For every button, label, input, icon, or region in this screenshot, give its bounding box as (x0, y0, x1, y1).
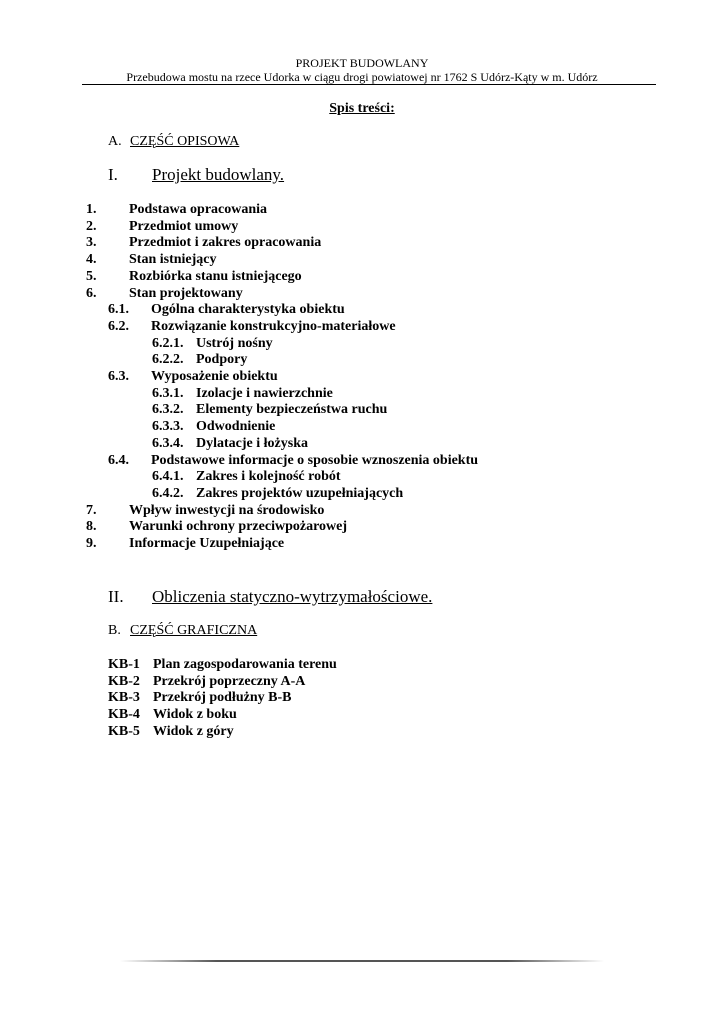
part-2-numeral: II. (108, 587, 124, 606)
toc-item-label: Ogólna charakterystyka obiektu (151, 302, 345, 318)
toc-item-num: 9. (86, 536, 97, 551)
toc-item-label: Informacje Uzupełniające (129, 536, 285, 551)
header-project-type: PROJEKT BUDOWLANY (295, 56, 429, 70)
footer-divider (120, 960, 604, 962)
drawing-label: Przekrój poprzeczny A-A (153, 673, 306, 689)
toc-item-label: Ustrój nośny (196, 335, 273, 351)
toc-item-num: 6.2.1. (152, 335, 184, 351)
toc-item-num: 6.3.3. (152, 419, 184, 435)
part-1-numeral: I. (108, 165, 118, 184)
drawing-code: KB-3 (108, 690, 140, 706)
toc-item-num: 6.3.4. (152, 435, 184, 451)
toc-item-label: Rozwiązanie konstrukcyjno-materiałowe (151, 318, 396, 334)
toc-item-label: Stan projektowany (129, 285, 243, 301)
section-a-label: CZĘŚĆ OPISOWA (130, 134, 240, 149)
header-rule (82, 84, 656, 85)
drawing-label: Widok z boku (153, 707, 237, 723)
toc-item-num: 6. (86, 285, 97, 301)
toc-item-num: 6.1. (108, 302, 129, 318)
toc-item-num: 6.3.1. (152, 385, 184, 401)
toc-item-num: 6.3.2. (152, 402, 184, 418)
toc-item-label: Stan istniejący (129, 252, 217, 268)
toc-item-label: Zakres i kolejność robót (196, 469, 341, 485)
toc-item-num: 5. (86, 268, 97, 284)
toc-item-num: 2. (86, 218, 97, 234)
toc-item-label: Wyposażenie obiektu (151, 369, 278, 384)
toc-item-num: 6.2.2. (152, 352, 184, 368)
part-2-label: Obliczenia statyczno-wytrzymałościowe. (152, 587, 433, 606)
toc-item-num: 3. (86, 235, 97, 251)
toc-item-label: Elementy bezpieczeństwa ruchu (196, 402, 388, 418)
drawing-label: Plan zagospodarowania terenu (153, 657, 337, 672)
toc-item-label: Przedmiot i zakres opracowania (129, 235, 322, 251)
toc-item-num: 6.4.2. (152, 485, 184, 501)
toc-item-label: Podstawowe informacje o sposobie wznoszenia obiektu (151, 452, 479, 468)
drawing-code: KB-4 (108, 707, 140, 723)
section-b-label: CZĘŚĆ GRAFICZNA (130, 623, 258, 638)
toc-item-num: 6.3. (108, 369, 129, 384)
toc-item-num: 6.4. (108, 452, 129, 468)
drawing-code: KB-2 (108, 673, 140, 689)
drawing-code: KB-1 (108, 657, 140, 672)
drawing-label: Przekrój podłużny B-B (153, 690, 292, 706)
toc-item-label: Zakres projektów uzupełniających (196, 485, 404, 501)
toc-item-label: Warunki ochrony przeciwpożarowej (129, 519, 348, 535)
header-project-title: Przebudowa mostu na rzece Udorka w ciągu drogi powiatowej nr 1762 S Udórz-Kąty w m. Udórz (126, 70, 598, 84)
toc-item-num: 8. (86, 519, 97, 535)
section-a-letter: A. (108, 134, 122, 149)
toc-item-num: 1. (86, 202, 97, 217)
part-1-label: Projekt budowlany. (152, 165, 285, 184)
page-title: Spis treści: (329, 101, 395, 116)
toc-item-label: Przedmiot umowy (129, 218, 239, 234)
toc-item-label: Rozbiórka stanu istniejącego (129, 268, 302, 284)
drawing-label: Widok z góry (153, 723, 234, 739)
drawing-code: KB-5 (108, 723, 140, 739)
toc-item-label: Dylatacje i łożyska (196, 435, 308, 451)
toc-item-label: Podstawa opracowania (129, 202, 268, 217)
toc-item-label: Izolacje i nawierzchnie (196, 385, 333, 401)
toc-item-num: 4. (86, 252, 97, 268)
toc-item-num: 6.4.1. (152, 469, 184, 485)
toc-item-num: 7. (86, 502, 97, 518)
section-b-letter: B. (108, 623, 121, 638)
toc-item-label: Odwodnienie (196, 419, 276, 435)
toc-item-label: Wpływ inwestycji na środowisko (129, 502, 325, 518)
toc-item-num: 6.2. (108, 318, 129, 334)
toc-item-label: Podpory (196, 352, 248, 368)
